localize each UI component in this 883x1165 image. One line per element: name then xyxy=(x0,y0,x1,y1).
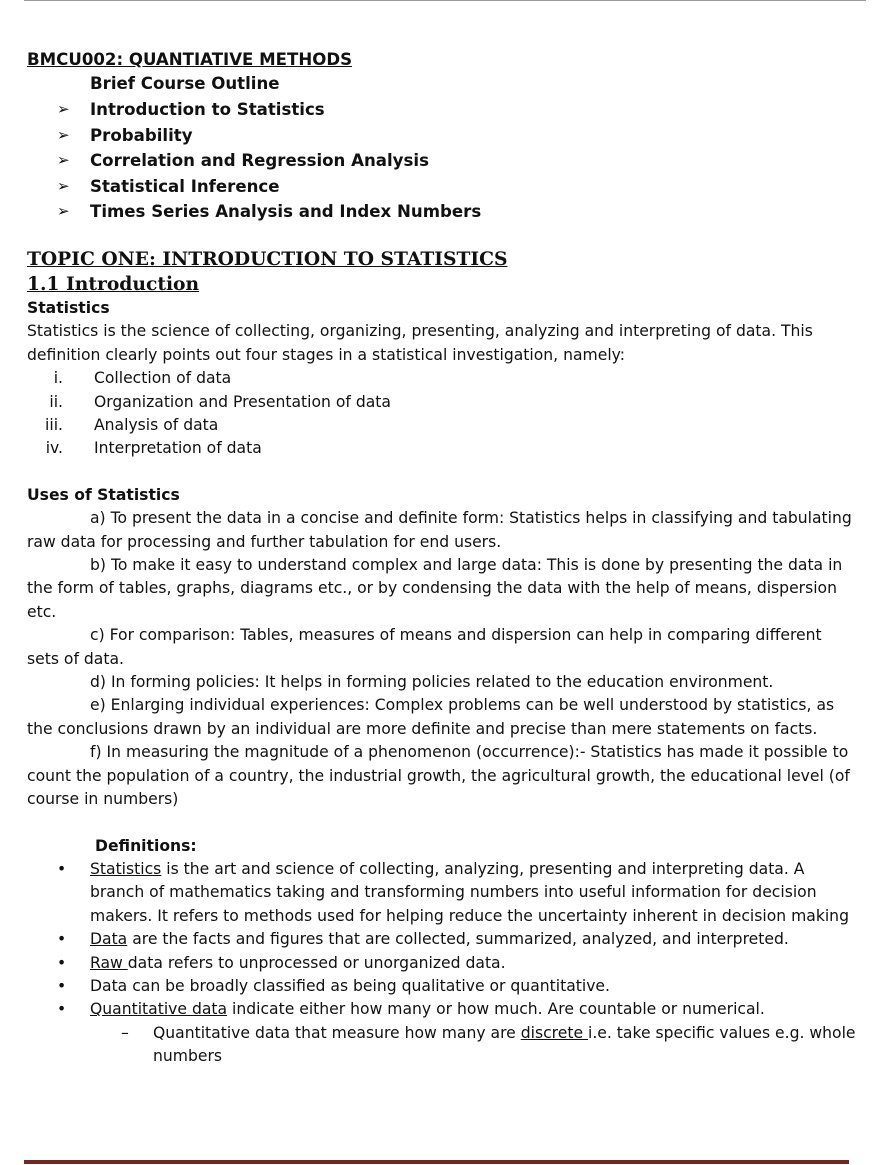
definition-text: are the facts and figures that are collected, summarized, analyzed, and interpreted. xyxy=(127,930,789,949)
stage-item xyxy=(27,437,857,460)
definition-term: Data xyxy=(90,930,128,949)
arrow-bullet-icon: ➢ xyxy=(57,176,70,195)
bottom-rule xyxy=(24,1160,849,1164)
outline-item xyxy=(27,148,857,174)
outline-item-label: Introduction to Statistics xyxy=(90,100,325,119)
use-item: c) For comparison: Tables, measures of means and dispersion can help in comparing different sets of data. xyxy=(27,626,822,668)
section-title: 1.1 Introduction xyxy=(27,272,200,295)
definitions-sub-list xyxy=(27,1022,857,1069)
top-rule xyxy=(24,0,866,1)
outline-item xyxy=(27,123,857,149)
definition-text: indicate either how many or how much. Are countable or numerical. xyxy=(227,1000,765,1019)
sub-definition-term: discrete xyxy=(520,1023,588,1042)
document-page xyxy=(27,48,857,1069)
definition-item xyxy=(27,928,857,951)
use-item: f) In measuring the magnitude of a phenomenon (occurrence):- Statistics has made it possible to count the population of a country, the industrial growth, the agricultural growth, the educational level (of course in numbers) xyxy=(27,743,850,809)
definition-text: data refers to unprocessed or unorganized data. xyxy=(127,953,506,972)
stage-number: i. xyxy=(53,369,63,388)
bullet-icon: • xyxy=(57,930,67,949)
bullet-icon: • xyxy=(57,953,67,972)
outline-item xyxy=(27,199,857,225)
definition-item xyxy=(27,998,857,1021)
bullet-icon: • xyxy=(57,859,67,878)
use-item: d) In forming policies: It helps in forming policies related to the education environment. xyxy=(90,673,774,692)
use-item: e) Enlarging individual experiences: Complex problems can be well understood by statistics, as the conclusions drawn by an individual are more definite and precise than mere statements on facts. xyxy=(27,696,835,738)
bullet-icon: • xyxy=(57,1000,67,1019)
stage-item xyxy=(27,367,857,390)
definitions-list xyxy=(27,858,857,1022)
outline-item-label: Times Series Analysis and Index Numbers xyxy=(90,202,482,222)
stage-label: Interpretation of data xyxy=(94,439,262,458)
dash-bullet-icon: – xyxy=(121,1023,129,1042)
arrow-bullet-icon: ➢ xyxy=(57,202,70,221)
bullet-icon: • xyxy=(57,976,67,995)
outline-item-label: Probability xyxy=(90,125,193,145)
outline-item-label: Statistical Inference xyxy=(90,176,280,196)
definition-item xyxy=(27,975,857,998)
definition-item xyxy=(27,858,857,928)
topic-title: TOPIC ONE: INTRODUCTION TO STATISTICS xyxy=(27,247,508,270)
uses-heading: Uses of Statistics xyxy=(27,485,180,504)
course-title: BMCU002: QUANTIATIVE METHODS xyxy=(27,50,353,69)
stage-label: Organization and Presentation of data xyxy=(94,392,391,411)
use-item: b) To make it easy to understand complex and large data: This is done by presenting the data in the form of tables, graphs, diagrams etc., or by condensing the data with the help of means, dispersion etc. xyxy=(27,556,843,621)
statistics-definition: Statistics is the science of collecting, organizing, presenting, analyzing and interpreting of data. This definition clearly points out four stages in a statistical investigation, namely: xyxy=(27,322,813,364)
definition-text: Data can be broadly classified as being qualitative or quantitative. xyxy=(90,976,610,995)
arrow-bullet-icon: ➢ xyxy=(57,125,70,144)
stages-list xyxy=(27,367,857,461)
outline-item xyxy=(27,97,857,123)
definition-term: Statistics xyxy=(90,859,162,878)
stage-label: Collection of data xyxy=(94,369,232,388)
definition-item xyxy=(27,952,857,975)
stage-number: iii. xyxy=(45,416,63,434)
stage-number: ii. xyxy=(49,392,63,411)
outline-heading: Brief Course Outline xyxy=(90,74,280,94)
arrow-bullet-icon: ➢ xyxy=(57,100,70,118)
outline-list xyxy=(27,97,857,225)
definition-term: Raw xyxy=(90,953,128,972)
outline-item-label: Correlation and Regression Analysis xyxy=(90,151,429,171)
definition-term: Quantitative data xyxy=(90,1000,228,1019)
sub-definition-text-before: Quantitative data that measure how many are xyxy=(153,1023,521,1042)
stage-item xyxy=(27,391,857,414)
stage-label: Analysis of data xyxy=(94,416,219,434)
definitions-heading: Definitions: xyxy=(95,836,197,855)
sub-definition-text-after: i.e. take specific values e.g. whole numbers xyxy=(153,1023,856,1066)
definition-text: is the art and science of collecting, analyzing, presenting and interpreting data. A branch of mathematics taking and transforming numbers into useful information for decision makers. It refers to methods used for helping reduce the uncertainty inherent in decision making xyxy=(90,859,849,925)
arrow-bullet-icon: ➢ xyxy=(57,151,70,170)
outline-item xyxy=(27,174,857,200)
use-item: a) To present the data in a concise and definite form: Statistics helps in classifying and tabulating raw data for processing and further tabulation for end users. xyxy=(27,509,852,551)
stage-item xyxy=(27,414,857,437)
statistics-heading: Statistics xyxy=(27,298,110,317)
stage-number: iv. xyxy=(45,439,63,458)
sub-definition-item xyxy=(27,1022,857,1069)
